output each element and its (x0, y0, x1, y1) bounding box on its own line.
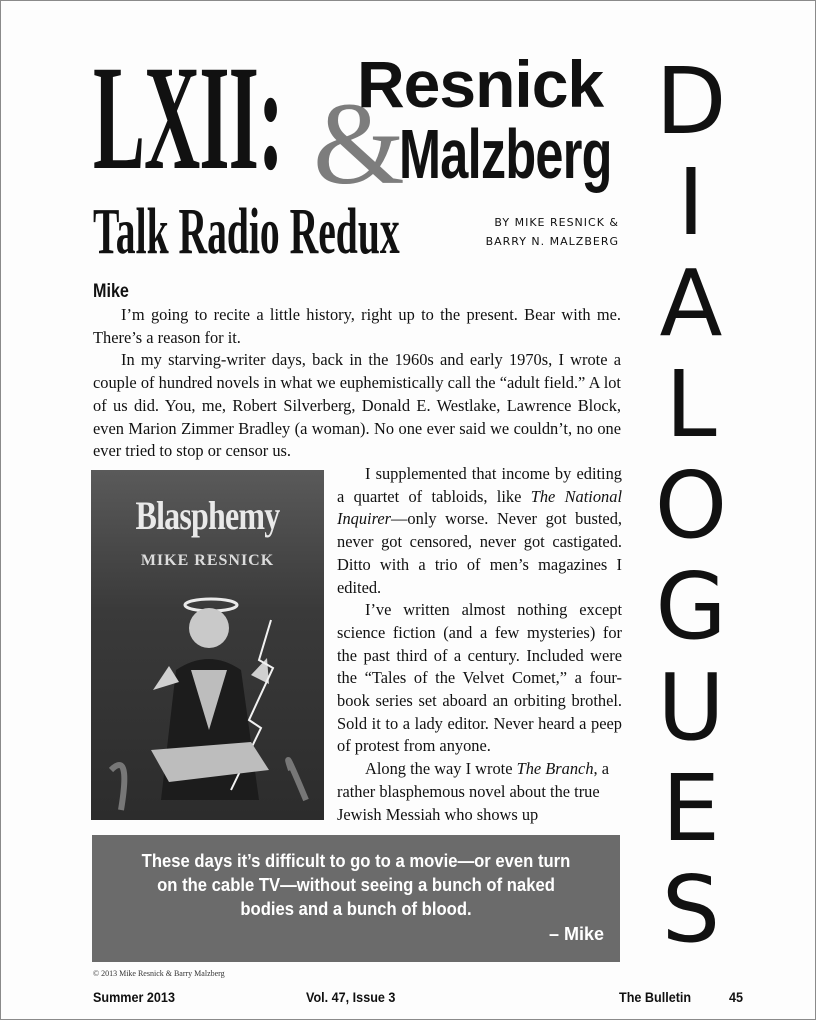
pull-quote (92, 835, 620, 962)
article-body-full-width (93, 304, 621, 463)
article-number: LXII: (93, 35, 283, 201)
section-letter: L (665, 351, 717, 458)
pull-quote-attribution: – Mike (548, 924, 604, 944)
section-letter: S (661, 856, 721, 963)
byline-line-2: BARRY N. MALZBERG (485, 235, 619, 248)
publication-title: The National Inquirer (337, 486, 623, 529)
section-letter: I (677, 149, 705, 256)
article-subtitle: Talk Radio Redux (93, 195, 400, 268)
speaker-label: Mike (93, 281, 129, 302)
paragraph: Along the way I wrote The Branch, a rather blasphemous novel about the true Jewish Messiah who shows up (337, 759, 609, 824)
section-letter: G (655, 553, 727, 660)
paragraph: I’ve written almost nothing except science fiction (and a few mysteries) for the past third of a century. Included were the “Tales of the Velvet Comet,” a four-book series set aboard an orbiting brothel. Sold it to a lady editor. Never heard a peep of protest from anyone. (337, 600, 622, 756)
article-body-right-column (337, 463, 622, 826)
copyright-notice: © 2013 Mike Resnick & Barry Malzberg (93, 969, 225, 978)
section-title-dialogues (641, 48, 741, 963)
section-letter: O (654, 452, 728, 559)
paragraph: I’m going to recite a little history, right up to the present. Bear with me. There’s a reason for it. (93, 305, 621, 347)
page-number: 45 (729, 989, 744, 1005)
byline (441, 213, 619, 251)
section-letter: E (661, 755, 721, 862)
cover-author: MIKE RESNICK (140, 552, 275, 569)
cover-title: Blasphemy (135, 493, 280, 538)
book-title: The Branch (516, 759, 594, 779)
pull-quote-text: These days it’s difficult to go to a movie—or even turn on the cable TV—without seeing a bunch of naked bodies and a bunch of blood. (141, 850, 571, 919)
byline-line-1: BY MIKE RESNICK & (494, 216, 619, 229)
author-name-malzberg: Malzberg (399, 115, 612, 193)
paragraph: I supplemented that income by editing a quartet of tabloids, like The National Inquirer—only worse. Never got busted, never got censored, never got castigated. Ditto with a trio of men’s magazines I edited. (337, 464, 623, 597)
footer-issue: Summer 2013 (93, 989, 175, 1005)
paragraph: In my starving-writer days, back in the 1960s and early 1970s, I wrote a couple of hundred novels in what we euphemistically call the “adult field.” A lot of us did. You, me, Robert Silverberg, Donald E. Westlake, Lawrence Block, even Marion Zimmer Bradley (a woman). No one ever said we couldn’t, no one ever tried to stop or censor us. (93, 350, 621, 461)
footer-publication: The Bulletin (619, 989, 692, 1005)
section-letter: U (657, 654, 725, 761)
section-letter: D (655, 48, 727, 155)
author-name-resnick: Resnick (357, 47, 604, 121)
book-cover-image (91, 470, 324, 820)
footer-volume: Vol. 47, Issue 3 (306, 989, 396, 1005)
section-letter: A (659, 250, 723, 357)
ampersand: & (313, 78, 405, 209)
